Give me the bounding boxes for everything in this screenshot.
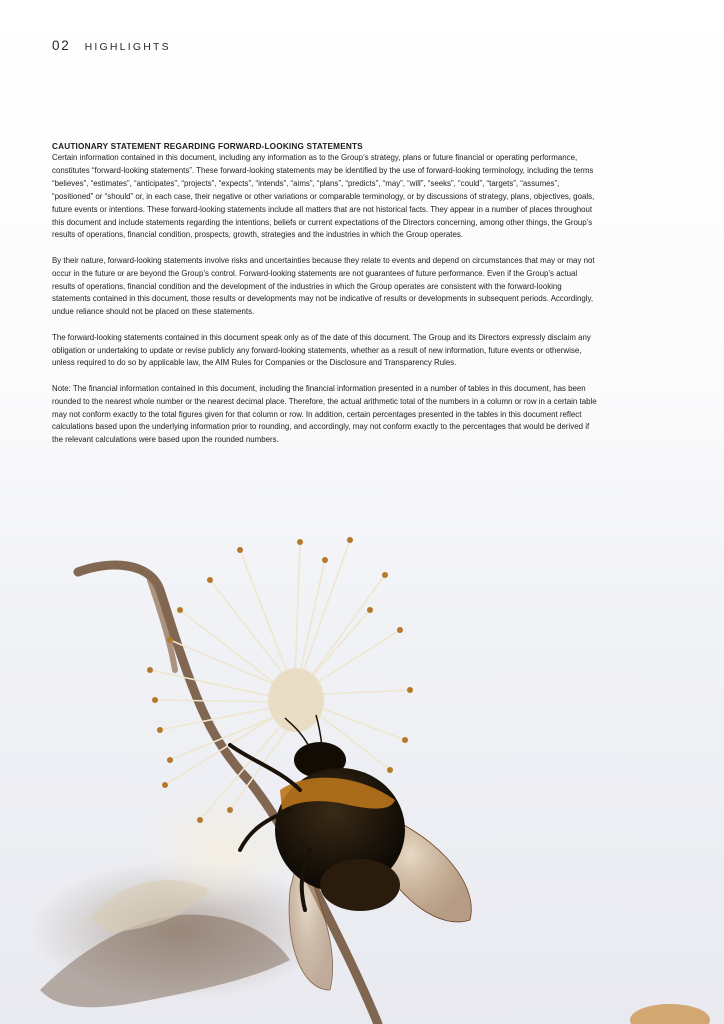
statement-paragraph-1: Certain information contained in this document, including any information as to the Group’s strategy, plans or future financial or operating performance, constitutes “forward-looking statements”. These forward-looking statements may be identified by the use of forward-looking terminology, including the terms “believes”, “estimates”, “anticipates”, “projects”, “expects”, “intends”, “aims”, “plans”, “predicts”, “may”, “will”, “seeks”, “could”, “targets”, “assumes”, “positioned” or “should” or, in each case, their negative or other variations or comparable terminology, or by discussions of strategy, plans, objectives, goals, future events or intentions. These forward-looking statements include all matters that are not historical facts. They appear in a number of places throughout this document and include statements regarding the intentions, beliefs or current expectations of the Directors concerning, among other things, the Group’s results of operations, financial condition, prospects, growth, strategies and the industries in which the Group operates. [52, 153, 595, 240]
cautionary-statement [52, 141, 597, 460]
page-header [52, 38, 171, 53]
statement-heading: CAUTIONARY STATEMENT REGARDING FORWARD-LOOKING STATEMENTS [52, 142, 363, 151]
page-number: 02 [52, 38, 71, 53]
statement-paragraph-2: By their nature, forward-looking statements involve risks and uncertainties because they relate to events and depend on circumstances that may or may not occur in the future or are beyond the Group’s control. Forward-looking statements are not guarantees of future performance. Even if the Group’s actual results of operations, financial condition and the development of the industries in which the Group operates are consistent with the forward-looking statements contained in this document, those results or developments may not be indicative of results or developments in subsequent periods. Accordingly, undue reliance should not be placed on these statements. [52, 255, 595, 317]
statement-paragraph-4: Note: The financial information contained in this document, including the financial information presented in a number of tables in this document, has been rounded to the nearest whole number or the nearest decimal place. Therefore, the actual arithmetic total of the numbers in a column or row in a certain table may not conform exactly to the total figures given for that column or row. In addition, certain percentages presented in the tables in this document reflect calculations based upon the underlying information prior to rounding, and accordingly, may not conform exactly to the percentages that would be derived if the relevant calculations were based upon the rounded numbers. [52, 383, 597, 445]
bee-photo [0, 520, 724, 1024]
section-title: HIGHLIGHTS [84, 41, 171, 53]
statement-paragraph-3: The forward-looking statements contained in this document speak only as of the date of this document. The Group and its Directors expressly disclaim any obligation or undertaking to update or revise publicly any forward-looking statements, whether as a result of new information, future events or otherwise, unless required to do so by applicable law, the AIM Rules for Companies or the Disclosure and Transparency Rules. [52, 332, 591, 368]
